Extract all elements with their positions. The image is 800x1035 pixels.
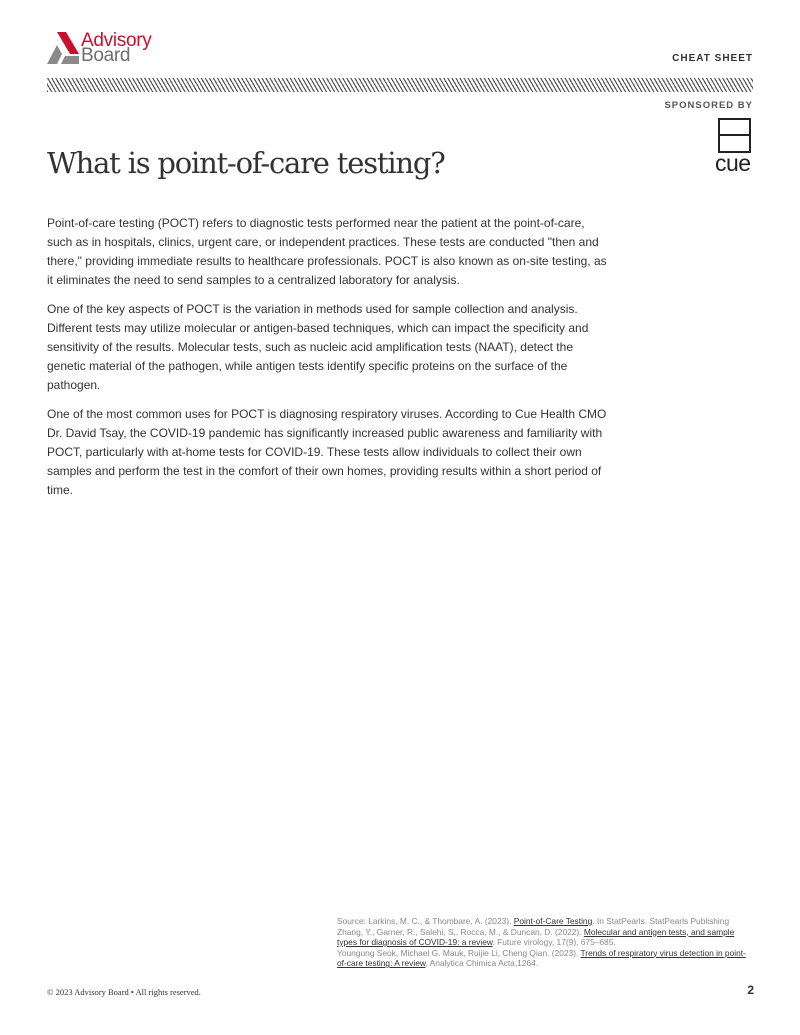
source-entry: Zhang, Y., Garner, R., Salehi, S., Rocca, M., & Duncan, D. (2022). Molecular and antigen tests, and sample types for diagnosis of COVID-19: a review. Future virology, 17(9), 675–685. <box>337 926 735 947</box>
sponsored-by-label: SPONSORED BY <box>664 100 753 111</box>
paragraph-respiratory: One of the most common uses for POCT is diagnosing respiratory viruses. According to Cue Health CMO Dr. David Tsay, the COVID-19 pandemic has significantly increased public awareness and familiarity with POCT, particularly with at-home tests for COVID-19. These tests allow individuals to collect their own samples and perform the test in the comfort of their own homes, providing results within a short period of time. <box>47 407 607 497</box>
page-title: What is point-of-care testing? <box>47 146 445 180</box>
source-link[interactable]: Point-of-Care Testing <box>513 916 593 926</box>
advisory-board-logo <box>47 31 167 65</box>
source-entry: Source: Larkins, M. C., & Thombare, A. (2023). Point-of-Care Testing. In StatPearls. StatPearls Publishing <box>337 916 730 926</box>
advisory-board-chevron-icon <box>47 32 79 64</box>
source-entry: Youngung Seok, Michael G. Mauk, Ruijie Li, Cheng Qian. (2023). Trends of respiratory virus detection in point-of-care testing: A review, Analytica Chimica Acta,1264. <box>337 947 746 968</box>
hatched-divider <box>47 78 753 92</box>
page-number: 2 <box>747 983 754 997</box>
paragraph-intro: Point-of-care testing (POCT) refers to diagnostic tests performed near the patient at the point-of-care, such as in hospitals, clinics, urgent care, or independent practices. These tests are conducted "then and there," providing immediate results to healthcare professionals. POCT is also known as on-site testing, as it eliminates the need to send samples to a centralized laboratory for analysis. <box>47 216 607 287</box>
sources-block <box>337 916 755 969</box>
logo-line-board: Board <box>81 45 131 66</box>
cue-logo <box>715 118 755 176</box>
source-link[interactable]: Trends of respiratory virus detection in point-of-care testing: A review <box>337 947 746 968</box>
cue-box-icon <box>718 118 751 153</box>
source-link[interactable]: Molecular and antigen tests, and sample types for diagnosis of COVID-19: a review <box>337 926 735 947</box>
copyright-notice: © 2023 Advisory Board • All rights reserved. <box>47 987 201 997</box>
body-text <box>47 214 607 510</box>
cue-logo-text: cue <box>715 150 751 176</box>
paragraph-methods: One of the key aspects of POCT is the variation in methods used for sample collection and analysis. Different tests may utilize molecular or antigen-based techniques, which can impact the specificity and sensitivity of the results. Molecular tests, such as nucleic acid amplification tests (NAAT), detect the genetic material of the pathogen, while antigen tests identify specific proteins on the surface of the pathogen. <box>47 302 589 392</box>
doc-type-label: CHEAT SHEET <box>672 53 753 64</box>
logo-line-advisory: Advisory <box>81 30 152 51</box>
